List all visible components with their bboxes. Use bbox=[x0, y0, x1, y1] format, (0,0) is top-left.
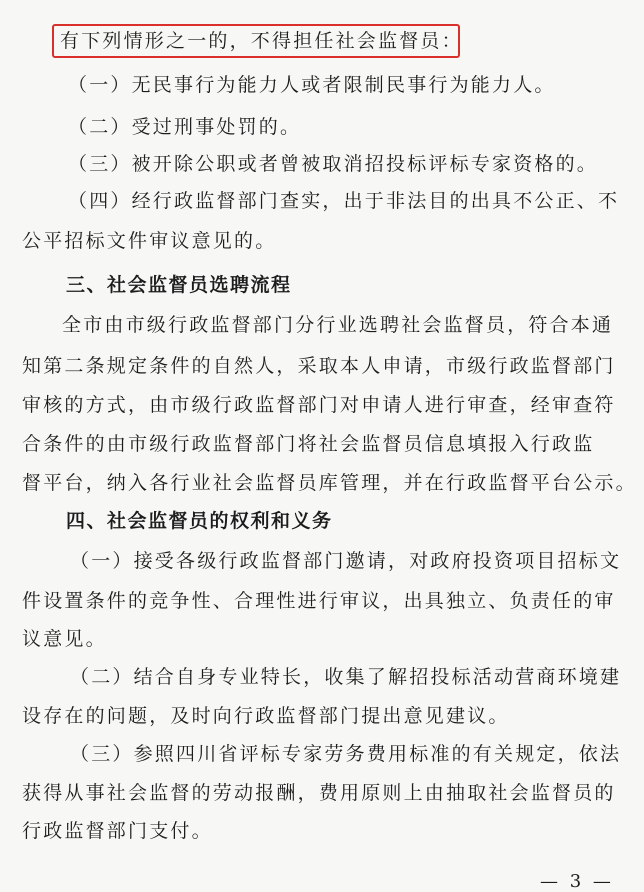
disqualification-item-4: （四）经行政监督部门查实，出于非法目的出具不公正、不 bbox=[68, 190, 620, 212]
disqualification-item-1: （一）无民事行为能力人或者限制民事行为能力人。 bbox=[68, 74, 556, 96]
disqualification-item-4-cont: 公平招标文件审议意见的。 bbox=[22, 230, 277, 252]
section-3-heading: 三、社会监督员选聘流程 bbox=[66, 274, 292, 296]
section-4-line-6: （三）参照四川省评标专家劳务费用标准的有关规定，依法 bbox=[70, 743, 622, 765]
section-4-line-5: 设存在的问题，及时向行政监督部门提出意见建议。 bbox=[22, 705, 510, 727]
section-4-line-8: 行政监督部门支付。 bbox=[22, 820, 213, 842]
section-3-line-4: 合条件的由市级行政监督部门将社会监督员信息填报入行政监 bbox=[22, 433, 595, 455]
section-3-line-2: 知第二条规定条件的自然人，采取本人申请，市级行政监督部门 bbox=[22, 355, 616, 377]
section-3-line-3: 审核的方式，由市级行政监督部门对申请人进行审查，经审查符 bbox=[22, 394, 616, 416]
section-4-line-1: （一）接受各级行政监督部门邀请，对政府投资项目招标文 bbox=[70, 550, 622, 572]
page-number: — 3 — bbox=[540, 871, 614, 892]
intro-text: 有下列情形之一的，不得担任社会监督员： bbox=[60, 30, 463, 52]
section-3-line-5: 督平台，纳入各行业社会监督员库管理，并在行政监督平台公示。 bbox=[22, 472, 637, 494]
disqualification-item-3: （三）被开除公职或者曾被取消招投标评标专家资格的。 bbox=[68, 153, 599, 175]
section-3-line-1: 全市由市级行政监督部门分行业选聘社会监督员，符合本通 bbox=[62, 314, 614, 336]
section-4-heading: 四、社会监督员的权利和义务 bbox=[66, 510, 333, 532]
section-4-line-2: 件设置条件的竞争性、合理性进行审议，出具独立、负责任的审 bbox=[22, 590, 616, 612]
section-4-line-7: 获得从事社会监督的劳动报酬，费用原则上由抽取社会监督员的 bbox=[22, 782, 616, 804]
disqualification-item-2: （二）受过刑事处罚的。 bbox=[68, 116, 302, 138]
section-4-line-3: 议意见。 bbox=[22, 628, 107, 650]
section-4-line-4: （二）结合自身专业特长，收集了解招投标活动营商环境建 bbox=[70, 666, 622, 688]
